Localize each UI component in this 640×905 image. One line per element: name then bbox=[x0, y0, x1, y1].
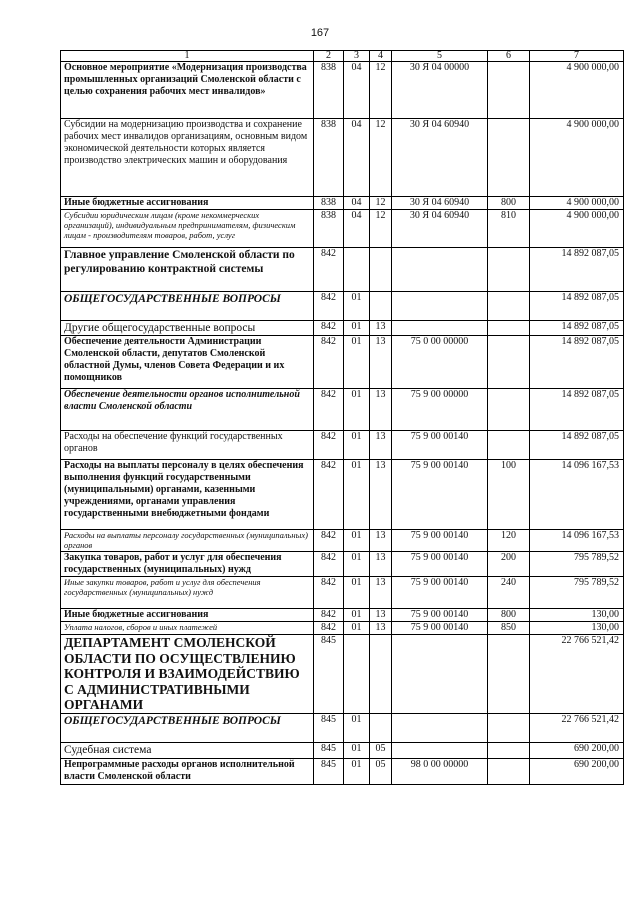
table-body bbox=[61, 62, 624, 785]
row-value-cell: 04 bbox=[344, 119, 370, 197]
row-name-cell: Главное управление Смоленской области по регулированию контрактной системы bbox=[61, 248, 314, 292]
header-cell: 7 bbox=[530, 51, 624, 62]
row-value-cell: 01 bbox=[344, 758, 370, 784]
row-value-cell: 01 bbox=[344, 609, 370, 622]
row-value-cell: 98 0 00 00000 bbox=[392, 758, 488, 784]
row-name-cell: Иные закупки товаров, работ и услуг для обеспечения государственных (муниципальных) нужд bbox=[61, 577, 314, 609]
row-value-cell: 13 bbox=[370, 336, 392, 389]
row-value-cell: 12 bbox=[370, 119, 392, 197]
row-value-cell: 838 bbox=[314, 197, 344, 210]
row-value-cell: 795 789,52 bbox=[530, 577, 624, 609]
header-cell: 2 bbox=[314, 51, 344, 62]
page-number: 167 bbox=[310, 27, 330, 39]
row-value-cell: 4 900 000,00 bbox=[530, 197, 624, 210]
row-value-cell: 22 766 521,42 bbox=[530, 713, 624, 742]
row-value-cell: 842 bbox=[314, 552, 344, 577]
row-value-cell: 04 bbox=[344, 62, 370, 119]
header-cell: 4 bbox=[370, 51, 392, 62]
row-value-cell bbox=[370, 248, 392, 292]
row-value-cell bbox=[344, 635, 370, 714]
row-value-cell: 240 bbox=[488, 577, 530, 609]
header-cell: 1 bbox=[61, 51, 314, 62]
row-value-cell: 14 892 087,05 bbox=[530, 336, 624, 389]
table-row bbox=[61, 577, 624, 609]
row-value-cell: 14 892 087,05 bbox=[530, 389, 624, 431]
row-value-cell: 842 bbox=[314, 460, 344, 530]
row-name-cell: Другие общегосударственные вопросы bbox=[61, 321, 314, 336]
table-row bbox=[61, 210, 624, 248]
row-value-cell bbox=[370, 292, 392, 321]
row-value-cell: 838 bbox=[314, 210, 344, 248]
row-value-cell: 842 bbox=[314, 321, 344, 336]
row-name-cell: Расходы на выплаты персоналу в целях обеспечения выполнения функций государственными (муниципальными) органами, казенными учреждениями, органами управления государственными внебюджетными фондами bbox=[61, 460, 314, 530]
row-value-cell: 75 9 00 00000 bbox=[392, 389, 488, 431]
row-value-cell bbox=[488, 321, 530, 336]
row-value-cell: 842 bbox=[314, 431, 344, 460]
row-value-cell: 30 Я 04 00000 bbox=[392, 62, 488, 119]
row-name-cell: Расходы на обеспечение функций государственных органов bbox=[61, 431, 314, 460]
row-name-cell: Уплата налогов, сборов и иных платежей bbox=[61, 622, 314, 635]
table-row bbox=[61, 336, 624, 389]
row-value-cell bbox=[392, 321, 488, 336]
row-value-cell: 30 Я 04 60940 bbox=[392, 119, 488, 197]
row-value-cell: 75 9 00 00140 bbox=[392, 431, 488, 460]
row-value-cell: 690 200,00 bbox=[530, 742, 624, 758]
row-value-cell bbox=[488, 336, 530, 389]
table-row bbox=[61, 248, 624, 292]
row-value-cell: 01 bbox=[344, 321, 370, 336]
row-value-cell: 842 bbox=[314, 609, 344, 622]
table-row bbox=[61, 197, 624, 210]
row-value-cell bbox=[488, 292, 530, 321]
row-name-cell: Закупка товаров, работ и услуг для обеспечения государственных (муниципальных) нужд bbox=[61, 552, 314, 577]
row-name-cell: Обеспечение деятельности Администрации Смоленской области, депутатов Смоленской областной Думы, членов Совета Федерации и их помощников bbox=[61, 336, 314, 389]
table-row bbox=[61, 321, 624, 336]
row-value-cell: 75 9 00 00140 bbox=[392, 577, 488, 609]
row-value-cell: 800 bbox=[488, 197, 530, 210]
row-name-cell: ДЕПАРТАМЕНТ СМОЛЕНСКОЙ ОБЛАСТИ ПО ОСУЩЕСТВЛЕНИЮ КОНТРОЛЯ И ВЗАИМОДЕЙСТВИЮ С АДМИНИСТРАТИВНЫМИ ОРГАНАМИ bbox=[61, 635, 314, 714]
row-value-cell: 12 bbox=[370, 210, 392, 248]
row-value-cell: 30 Я 04 60940 bbox=[392, 210, 488, 248]
table-row bbox=[61, 389, 624, 431]
row-value-cell: 13 bbox=[370, 609, 392, 622]
row-value-cell: 75 9 00 00140 bbox=[392, 622, 488, 635]
table-row bbox=[61, 713, 624, 742]
row-value-cell bbox=[488, 431, 530, 460]
row-value-cell: 130,00 bbox=[530, 622, 624, 635]
row-value-cell: 842 bbox=[314, 389, 344, 431]
row-value-cell: 13 bbox=[370, 431, 392, 460]
row-value-cell: 12 bbox=[370, 197, 392, 210]
row-value-cell: 13 bbox=[370, 460, 392, 530]
row-value-cell: 13 bbox=[370, 622, 392, 635]
row-name-cell: Основное мероприятие «Модернизация производства промышленных организаций Смоленской области с целью сохранения рабочих мест инвалидов» bbox=[61, 62, 314, 119]
row-value-cell: 01 bbox=[344, 622, 370, 635]
header-cell: 5 bbox=[392, 51, 488, 62]
row-value-cell: 795 789,52 bbox=[530, 552, 624, 577]
table-row bbox=[61, 552, 624, 577]
row-value-cell: 800 bbox=[488, 609, 530, 622]
row-value-cell: 01 bbox=[344, 577, 370, 609]
row-value-cell: 75 0 00 00000 bbox=[392, 336, 488, 389]
row-value-cell: 14 892 087,05 bbox=[530, 292, 624, 321]
table-row bbox=[61, 292, 624, 321]
row-value-cell: 120 bbox=[488, 530, 530, 552]
row-value-cell: 842 bbox=[314, 292, 344, 321]
table-row bbox=[61, 62, 624, 119]
table-row bbox=[61, 622, 624, 635]
row-value-cell: 75 9 00 00140 bbox=[392, 530, 488, 552]
row-value-cell: 4 900 000,00 bbox=[530, 210, 624, 248]
row-value-cell: 845 bbox=[314, 635, 344, 714]
table-row bbox=[61, 119, 624, 197]
row-value-cell: 01 bbox=[344, 552, 370, 577]
row-value-cell: 838 bbox=[314, 119, 344, 197]
row-value-cell bbox=[488, 62, 530, 119]
row-value-cell: 130,00 bbox=[530, 609, 624, 622]
row-value-cell bbox=[392, 742, 488, 758]
row-value-cell: 842 bbox=[314, 622, 344, 635]
row-value-cell: 14 096 167,53 bbox=[530, 530, 624, 552]
header-cell: 6 bbox=[488, 51, 530, 62]
row-value-cell: 842 bbox=[314, 530, 344, 552]
table-row bbox=[61, 431, 624, 460]
row-value-cell: 75 9 00 00140 bbox=[392, 609, 488, 622]
row-value-cell: 04 bbox=[344, 197, 370, 210]
row-value-cell: 842 bbox=[314, 336, 344, 389]
row-value-cell: 100 bbox=[488, 460, 530, 530]
row-name-cell: Непрограммные расходы органов исполнительной власти Смоленской области bbox=[61, 758, 314, 784]
row-value-cell: 30 Я 04 60940 bbox=[392, 197, 488, 210]
row-value-cell bbox=[488, 713, 530, 742]
row-value-cell: 850 bbox=[488, 622, 530, 635]
row-value-cell: 14 892 087,05 bbox=[530, 321, 624, 336]
row-name-cell: Расходы на выплаты персоналу государственных (муниципальных) органов bbox=[61, 530, 314, 552]
row-value-cell: 04 bbox=[344, 210, 370, 248]
row-value-cell bbox=[392, 713, 488, 742]
row-value-cell: 810 bbox=[488, 210, 530, 248]
row-value-cell bbox=[370, 635, 392, 714]
row-value-cell: 05 bbox=[370, 758, 392, 784]
row-value-cell: 01 bbox=[344, 336, 370, 389]
table-row bbox=[61, 609, 624, 622]
row-value-cell: 842 bbox=[314, 577, 344, 609]
row-value-cell: 01 bbox=[344, 713, 370, 742]
row-name-cell: Обеспечение деятельности органов исполнительной власти Смоленской области bbox=[61, 389, 314, 431]
row-value-cell bbox=[392, 292, 488, 321]
row-name-cell: Судебная система bbox=[61, 742, 314, 758]
row-value-cell: 200 bbox=[488, 552, 530, 577]
header-row bbox=[61, 51, 624, 62]
row-value-cell: 22 766 521,42 bbox=[530, 635, 624, 714]
row-value-cell: 4 900 000,00 bbox=[530, 119, 624, 197]
table-row bbox=[61, 460, 624, 530]
row-value-cell: 01 bbox=[344, 530, 370, 552]
row-name-cell: Субсидии юридическим лицам (кроме некоммерческих организаций), индивидуальным предпринимателям, физическим лицам - производителям товаров, работ, услуг bbox=[61, 210, 314, 248]
table-row bbox=[61, 530, 624, 552]
row-value-cell: 13 bbox=[370, 321, 392, 336]
row-value-cell: 13 bbox=[370, 577, 392, 609]
row-value-cell: 12 bbox=[370, 62, 392, 119]
row-value-cell: 75 9 00 00140 bbox=[392, 460, 488, 530]
row-value-cell: 01 bbox=[344, 460, 370, 530]
row-value-cell: 01 bbox=[344, 431, 370, 460]
row-value-cell: 4 900 000,00 bbox=[530, 62, 624, 119]
row-value-cell: 14 892 087,05 bbox=[530, 431, 624, 460]
header-cell: 3 bbox=[344, 51, 370, 62]
row-value-cell: 13 bbox=[370, 552, 392, 577]
row-value-cell: 14 892 087,05 bbox=[530, 248, 624, 292]
row-value-cell bbox=[488, 635, 530, 714]
table-header bbox=[61, 51, 624, 62]
table-row bbox=[61, 742, 624, 758]
row-value-cell bbox=[488, 742, 530, 758]
row-value-cell: 845 bbox=[314, 713, 344, 742]
row-value-cell bbox=[488, 389, 530, 431]
row-value-cell bbox=[488, 248, 530, 292]
row-value-cell: 14 096 167,53 bbox=[530, 460, 624, 530]
row-value-cell: 690 200,00 bbox=[530, 758, 624, 784]
row-value-cell: 845 bbox=[314, 758, 344, 784]
row-name-cell: Иные бюджетные ассигнования bbox=[61, 197, 314, 210]
table-row bbox=[61, 635, 624, 714]
budget-table bbox=[60, 50, 624, 785]
row-value-cell bbox=[370, 713, 392, 742]
row-value-cell bbox=[344, 248, 370, 292]
row-name-cell: Иные бюджетные ассигнования bbox=[61, 609, 314, 622]
row-name-cell: Субсидии на модернизацию производства и сохранение рабочих мест инвалидов организациям, основным видом экономической деятельности которых является производство электрических машин и оборудования bbox=[61, 119, 314, 197]
row-name-cell: ОБЩЕГОСУДАРСТВЕННЫЕ ВОПРОСЫ bbox=[61, 713, 314, 742]
row-value-cell: 838 bbox=[314, 62, 344, 119]
row-name-cell: ОБЩЕГОСУДАРСТВЕННЫЕ ВОПРОСЫ bbox=[61, 292, 314, 321]
row-value-cell: 75 9 00 00140 bbox=[392, 552, 488, 577]
row-value-cell: 842 bbox=[314, 248, 344, 292]
table-row bbox=[61, 758, 624, 784]
row-value-cell: 13 bbox=[370, 530, 392, 552]
row-value-cell: 01 bbox=[344, 292, 370, 321]
row-value-cell: 01 bbox=[344, 742, 370, 758]
row-value-cell bbox=[392, 248, 488, 292]
row-value-cell: 01 bbox=[344, 389, 370, 431]
row-value-cell bbox=[488, 758, 530, 784]
row-value-cell bbox=[392, 635, 488, 714]
row-value-cell: 845 bbox=[314, 742, 344, 758]
row-value-cell: 13 bbox=[370, 389, 392, 431]
row-value-cell: 05 bbox=[370, 742, 392, 758]
row-value-cell bbox=[488, 119, 530, 197]
